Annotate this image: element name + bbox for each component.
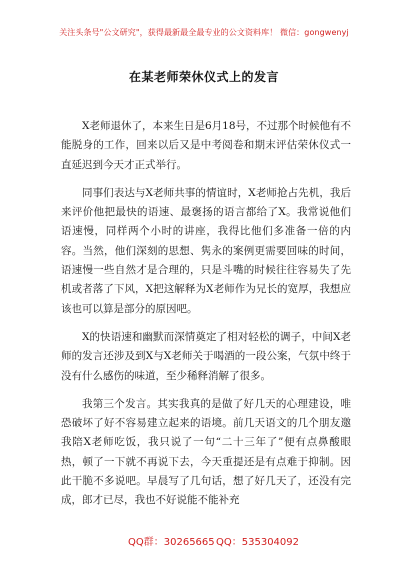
paragraph: X老师退休了，本来生日是6月18号，不过那个时候他有不能脱身的工作，回来以后又是中考阅卷和期末评估荣休仪式一直延迟到今天才正式举行。 [61,120,352,171]
footer-qq-group: QQ群：30265665 [128,537,215,548]
paragraph: 同事们表达与X老师共事的情谊时，X老师抢占先机，我后来评价他把最快的语速、最褒扬的语言都给了X。我常说他们语速慢，同样两个小时的讲座，我得比他们多准备一倍的内容。当然，他们深刻的思想、隽永的案例更需要回味的时间，语速慢一些自然才是合理的，只是斗嘴的时候往往容易失了先机或者落了下风，X把这解释为X老师作为兄长的宽厚，我想应该也可以算是部分的原因吧。 [61,186,351,315]
header-banner: 关注头条号"公文研究"，获得最新最全最专业的公文资料库！ 微信：gongwenyj [59,28,349,37]
paragraph: X的快语速和幽默而深情奠定了相对轻松的调子，中间X老师的发言还涉及到X与X老师关于喝酒的一段公案，气氛中终于没有什么感伤的味道，至少稀释消解了很多。 [61,330,351,382]
document-title: 在某老师荣休仪式上的发言 [128,70,279,84]
document-body [61,117,351,520]
footer-qq-contact: QQ：535304092 [216,537,300,548]
paragraph: 我第三个发言。其实我真的是做了好几天的心理建设，唯恐破坏了好不容易建立起来的语境。前几天语文的几个朋友邀我陪X老师吃饭，我只说了一句“二十三年了”便有点鼻酸眼热，顿了一下就不再说下去，今天重提还是有点难于抑制。因此干脆不多说吧。早晨写了几句话，想了好几天了，还没有完成，郎才已尽，我也不好说能不能补充 [61,397,351,507]
